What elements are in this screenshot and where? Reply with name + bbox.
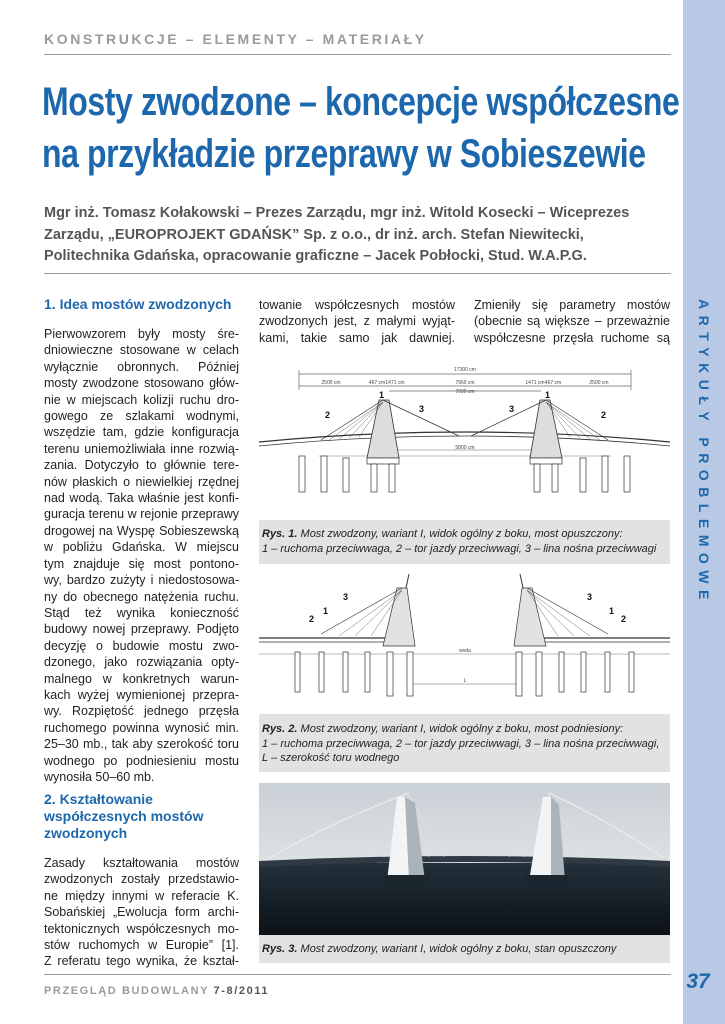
text-line: terenu uniemożliwiała inne rozwią- [44,441,239,456]
dim-left-cw: 1471 cm [385,380,405,386]
page-number: 37 [686,970,710,993]
text-line: gowego ze szlakami wodnymi, [44,409,239,424]
fig2-marker-3-left: 3 [343,592,349,602]
section1-body [44,326,239,785]
dim-right-cw: 1471 cm [525,380,545,386]
dim-mid2: 7090 cm [455,389,475,395]
figure2-drawing [259,566,670,714]
column2-text [259,297,455,346]
authors: Mgr inż. Tomasz Kołakowski – Prezes Zarządu, mgr inż. Witold Kosecki – Wiceprezes Zarządu, „EUROPROJEKT GDAŃSK” Sp. z o.o., dr inż. arch. Stefan Niewitecki, Politechnika Gdańska, opracowanie graficzne – Jacek Pobłocki, Stud. W.A.P.G. [44,205,630,264]
column3-text [474,297,670,346]
authors-rule [44,273,671,274]
footer-rule [44,974,671,975]
section-side-label: ARTYKUŁY PROBLEMOWE [696,298,712,606]
figure1-caption: Rys. 1. Most zwodzony, wariant I, widok ogólny z boku, most opuszczony: 1 – ruchoma przeciwwaga, 2 – tor jazdy przeciwwagi, 3 – lina nośna przeciwwagi [262,528,657,555]
text-line: tektonicznych współczesnych mo- [44,921,239,936]
text-line: drogowej na Wyspę Sobieszewską [44,523,239,538]
figure2-svg [259,566,670,714]
text-line: 25–30 mb., tak aby szerokość toru [44,737,239,752]
fig1-marker-3-right: 3 [509,404,515,414]
figure1-drawing [259,360,670,520]
text-line: nów płaskich o niewielkiej rzędnej [44,474,239,489]
fig2-marker-2-right: 2 [621,614,627,624]
text-line: Z referatu tego wynika, że kształ- [44,954,239,969]
text-line: wynosiła 50–60 mb. [44,769,155,784]
dim-total: 17300 cm [454,367,476,373]
text-line: malnego w konkretnych warun- [44,671,239,686]
text-line: nad wodą. Taka właśnie jest konfi- [44,491,239,506]
fig1-marker-2-right: 2 [601,410,607,420]
dim-mid: 7969 cm [455,380,475,386]
figure1-svg [259,360,670,520]
dim-water-span: 5800 cm [455,445,475,451]
section2-heading: 2. Kształtowanie współczesnych mostów zwodzonych [44,791,204,841]
text-line: Pierwowzorem były mosty śre- [44,327,239,341]
fig2-marker-3-right: 3 [587,592,593,602]
text-line: wyłącznie obronnych. Później [44,359,239,374]
text-line: ny do obecnego natężenia ruchu. [44,589,239,604]
dim-left-end: 2500 cm [321,380,341,386]
text-line: współczesne przęsła ruchome są [474,330,670,345]
section1-heading: 1. Idea mostów zwodzonych [44,296,232,312]
text-line: wy. Rozpiętość jednego przęsła [44,704,239,719]
figure3-photo [259,783,670,935]
text-line: ruchomego powinna wynosić min. [44,720,239,735]
text-line: guracja terenu w rejonie przeprawy [44,507,239,522]
text-line: kach wyżej wymienionej przepra- [44,687,239,702]
fig1-marker-2-left: 2 [325,410,331,420]
figure2-caption: Rys. 2. Most zwodzony, wariant I, widok ogólny z boku, most podniesiony: 1 – ruchoma przeciwwaga, 2 – tor jazdy przeciwwagi, 3 – lina nośna przeciwwagi, L – szerokość toru wodnego [262,723,660,764]
fig1-marker-1-right: 1 [545,390,551,400]
text-line: zania. Dotyczyło to głównie tere- [44,458,239,473]
header-rule [44,54,671,55]
text-line: Zmieniły się parametry mostów [474,298,670,312]
figure3-caption: Rys. 3. Most zwodzony, wariant I, widok ogólny z boku, stan opuszczony [262,943,617,955]
fig2-span-label: L [463,678,467,684]
text-line: zwodzonych zostały przedstawio- [44,872,239,887]
article-title: Mosty zwodzone – koncepcje współczesne na przykładzie przeprawy w Sobieszewie [42,80,680,176]
text-line: kami, takie samo jak dawniej. [259,330,455,345]
fig2-marker-2-left: 2 [309,614,315,624]
dim-left-cw2: 467 cm [368,380,386,386]
text-line: towanie współczesnych mostów [259,298,455,312]
text-line: wy, bardzo zużyty i niedostosowa- [44,573,239,588]
fig2-marker-1-left: 1 [323,606,329,616]
text-line: w pobliżu Gdańska. W miejscu [44,540,239,555]
header-kicker: KONSTRUKCJE – ELEMENTY – MATERIAŁY [44,31,427,47]
dim-right-cw2: 467 cm [544,380,562,386]
text-line: dzonego, jako rozwiązania opty- [44,655,239,670]
text-line: wszędzie tam, gdzie konfiguracja [44,425,239,440]
text-line: dniowieczne stosowane w celach [44,343,239,358]
section2-body [44,855,239,970]
text-line: Stąd też wynika konieczność [44,605,239,620]
text-line: stów ruchomych w Europie” [1]. [44,938,239,953]
text-line: mosty zwodzone stosowano głów- [44,376,239,391]
dim-right-end: 2500 cm [589,380,609,386]
text-line: (obecnie są większe – przeważnie [474,314,670,329]
text-line: nie w miejscach kolizji ruchu dro- [44,392,239,407]
text-line: zwodzonych jest, z małymi wyjąt- [259,314,455,329]
fig1-marker-1-left: 1 [379,390,385,400]
text-line: tym znajduje się most pontono- [44,556,239,571]
footer-journal: PRZEGLĄD BUDOWLANY 7-8/2011 [44,985,270,997]
text-line: ne między innymi w referacie K. [44,888,239,903]
fig2-water-label: woda [459,648,471,654]
figure3-render [259,783,670,935]
text-line: budowy nowej przeprawy. Podjęto [44,622,239,637]
fig2-marker-1-right: 1 [609,606,615,616]
text-line: decyzję o budowie mostu zwo- [44,638,239,653]
text-line: Sobańskiej „Ewolucja form archi- [44,905,239,920]
text-line: Zasady kształtowania mostów [44,856,239,870]
fig1-marker-3-left: 3 [419,404,425,414]
text-line: wodnego po podniesieniu mostu [44,753,239,768]
